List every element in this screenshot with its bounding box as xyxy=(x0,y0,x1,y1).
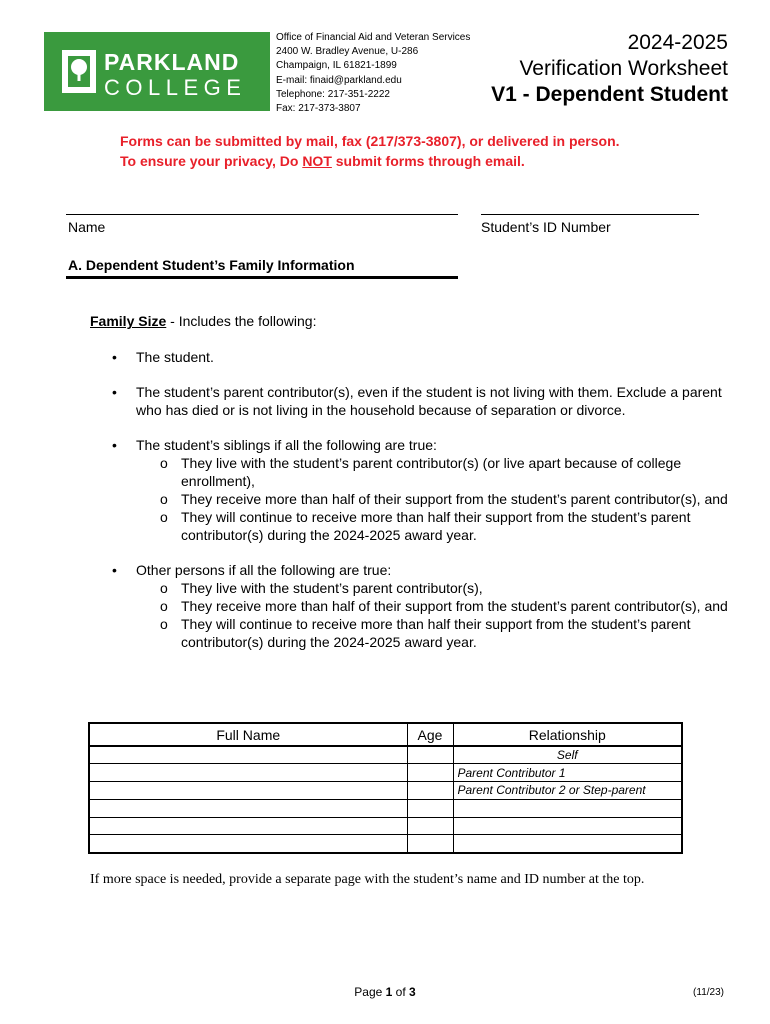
office-contact-block xyxy=(276,31,470,116)
notice-line-2: To ensure your privacy, Do NOT submit forms through email. xyxy=(120,153,525,169)
bullet-siblings: • The student’s siblings if all the following are true: o They live with the student’s parent contributor(s) (or live apart because of college enrollment), o They receive more than half of their support from the student’s parent contributor(s), and o They will continue to receive more than half their support from the student’s parent contributor(s) during the 2024-2025 award year. xyxy=(90,436,740,544)
page-indicator: Page 1 of 3 xyxy=(354,985,416,999)
office-name: Office of Financial Aid and Veteran Services xyxy=(276,32,471,43)
logo-text-college: COLLEGE xyxy=(104,75,247,100)
parkland-college-logo xyxy=(44,32,270,111)
family-members-table xyxy=(88,722,683,854)
family-size-instructions xyxy=(90,312,740,668)
notice-line-1: Forms can be submitted by mail, fax (217/373-3807), or delivered in person. xyxy=(120,133,620,149)
name-cell[interactable] xyxy=(89,764,407,782)
name-input-line[interactable] xyxy=(66,214,458,215)
office-fax: Fax: 217-373-3807 xyxy=(276,103,361,115)
office-address: 2400 W. Bradley Avenue, U-286 xyxy=(276,46,419,58)
name-cell[interactable] xyxy=(89,835,407,853)
bullet-other-persons: • Other persons if all the following are true: o They live with the student’s parent contributor(s), o They receive more than half of their support from the student’s parent contributor(s), and o They will continue to receive more than half their support from the student’s parent contributor(s) during the 2024-2025 award year. xyxy=(90,561,740,651)
family-size-title: Family Size - Includes the following: xyxy=(90,313,317,329)
sibling-condition-2: o They receive more than half of their support from the student’s parent contributor(s), and xyxy=(136,490,740,508)
table-row xyxy=(89,835,682,853)
col-age: Age xyxy=(407,723,453,746)
other-condition-1: o They live with the student’s parent contributor(s), xyxy=(136,579,740,597)
student-id-input-line[interactable] xyxy=(481,214,699,215)
worksheet-subtitle: V1 - Dependent Student xyxy=(491,83,728,106)
name-cell[interactable] xyxy=(89,799,407,817)
sibling-condition-1: o They live with the student’s parent contributor(s) (or live apart because of college enrollment), xyxy=(136,454,740,490)
more-space-note: If more space is needed, provide a separate page with the student’s name and ID number at the top. xyxy=(90,872,645,887)
table-row xyxy=(89,817,682,835)
section-a-rule xyxy=(66,276,458,279)
col-relationship: Relationship xyxy=(453,723,682,746)
table-row xyxy=(89,782,682,800)
name-cell[interactable] xyxy=(89,782,407,800)
age-cell[interactable] xyxy=(407,835,453,853)
student-id-label: Student’s ID Number xyxy=(481,219,611,235)
relationship-cell[interactable] xyxy=(453,835,682,853)
parkland-p-tree-icon xyxy=(62,50,96,93)
revision-date: (11/23) xyxy=(693,987,724,998)
other-condition-3: o They will continue to receive more than half their support from the student’s parent contributor(s) during the 2024-2025 award year. xyxy=(136,615,740,651)
office-phone: Telephone: 217-351-2222 xyxy=(276,88,390,100)
table-row xyxy=(89,799,682,817)
award-year: 2024-2025 xyxy=(627,31,728,54)
office-email: E-mail: finaid@parkland.edu xyxy=(276,74,402,86)
notice-not-emphasis: NOT xyxy=(302,153,332,169)
table-header-row xyxy=(89,723,682,746)
name-cell[interactable] xyxy=(89,817,407,835)
logo-text-parkland: PARKLAND xyxy=(104,49,240,75)
bullet-student: • The student. xyxy=(90,348,740,366)
name-label: Name xyxy=(68,219,106,235)
relationship-cell[interactable] xyxy=(453,817,682,835)
sibling-condition-3: o They will continue to receive more than half their support from the student’s parent contributor(s) during the 2024-2025 award year. xyxy=(136,508,740,544)
relationship-cell: Self xyxy=(453,746,682,764)
office-city: Champaign, IL 61821-1899 xyxy=(276,60,397,72)
relationship-cell: Parent Contributor 2 or Step-parent xyxy=(453,782,682,800)
age-cell[interactable] xyxy=(407,799,453,817)
relationship-cell: Parent Contributor 1 xyxy=(453,764,682,782)
age-cell[interactable] xyxy=(407,746,453,764)
age-cell[interactable] xyxy=(407,782,453,800)
col-full-name: Full Name xyxy=(89,723,407,746)
age-cell[interactable] xyxy=(407,817,453,835)
worksheet-title: Verification Worksheet xyxy=(519,57,728,80)
age-cell[interactable] xyxy=(407,764,453,782)
section-a-heading: A. Dependent Student’s Family Information xyxy=(68,257,355,273)
table-row xyxy=(89,764,682,782)
table-row xyxy=(89,746,682,764)
other-condition-2: o They receive more than half of their support from the student’s parent contributor(s), and xyxy=(136,597,740,615)
submission-notice xyxy=(120,131,620,171)
name-cell[interactable] xyxy=(89,746,407,764)
bullet-parents: • The student’s parent contributor(s), even if the student is not living with them. Exclude a parent who has died or is not living in the household because of separation or divorce. xyxy=(90,383,740,419)
document-title xyxy=(491,30,728,108)
relationship-cell[interactable] xyxy=(453,799,682,817)
